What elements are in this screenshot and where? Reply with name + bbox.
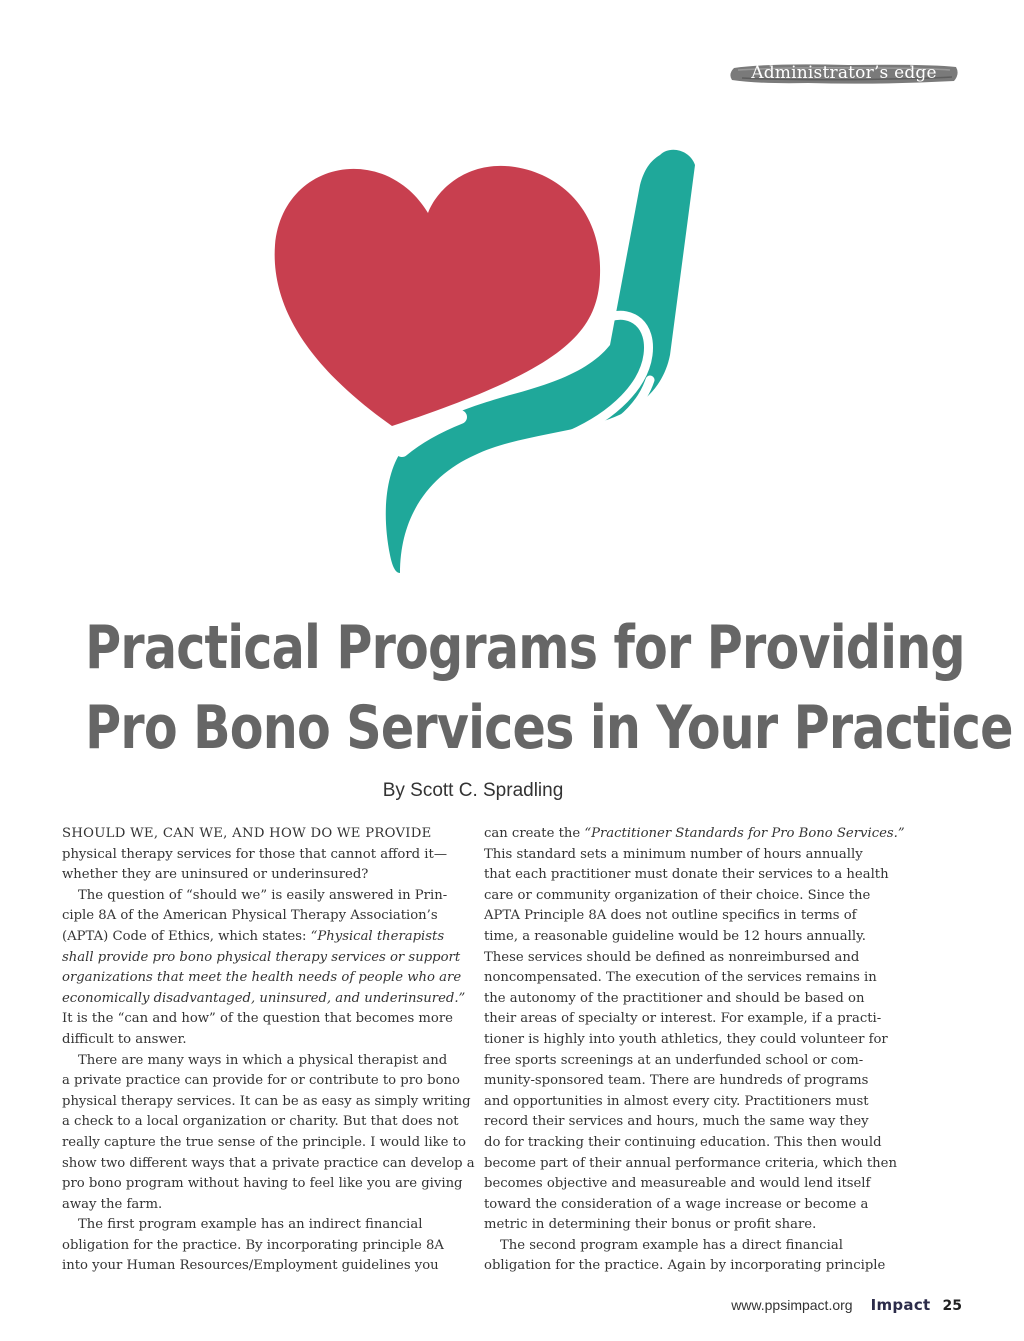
quoted-principle: organizations that meet the health needs of people who are — [62, 970, 462, 986]
text-line: munity-sponsored team. There are hundreds of programs — [484, 1073, 869, 1089]
magazine-brand: Impact — [870, 1296, 931, 1314]
footer-url[interactable]: www.ppsimpact.org — [731, 1297, 853, 1313]
text-line: tioner is highly into youth athletics, they could volunteer for — [484, 1031, 888, 1047]
page-footer — [731, 1296, 962, 1314]
text-line: that each practitioner must donate their services to a health — [484, 867, 889, 883]
text-line — [62, 927, 464, 948]
text-line: record their services and hours, much the same way they — [484, 1114, 869, 1130]
text-line: It is the “can and how” of the question that becomes more — [62, 1011, 453, 1027]
quoted-principle: economically disadvantaged, uninsured, and underinsured.” — [62, 990, 466, 1006]
text-line: metric in determining their bonus or profit share. — [484, 1217, 817, 1233]
text-segment: (APTA) Code of Ethics, which states: — [62, 928, 311, 944]
text-segment: can create the — [484, 826, 585, 841]
text-line: care or community organization of their choice. Since the — [484, 887, 871, 903]
text-line: do for tracking their continuing education. This then would — [484, 1134, 882, 1150]
text-line: There are many ways in which a physical therapist and — [78, 1052, 448, 1068]
text-line: and opportunities in almost every city. Practitioners must — [484, 1093, 869, 1109]
text-line: a check to a local organization or charity. But that does not — [62, 1114, 459, 1130]
text-line: become part of their annual performance criteria, which then — [484, 1155, 897, 1171]
text-line: whether they are uninsured or underinsured? — [62, 867, 369, 883]
text-line: noncompensated. The execution of the services remains in — [484, 970, 877, 986]
text-line: physical therapy services for those that cannot afford it— — [62, 846, 448, 862]
text-line — [62, 948, 464, 969]
text-line: their areas of specialty or interest. For example, if a practi- — [484, 1011, 882, 1027]
section-tag — [728, 60, 960, 88]
article-title-line-2: Pro Bono Services in Your Practice — [85, 693, 1013, 763]
text-line: This standard sets a minimum number of hours annually — [484, 846, 863, 862]
text-line: pro bono program without having to feel like you are giving — [62, 1176, 463, 1192]
text-line: show two different ways that a private practice can develop a — [62, 1155, 475, 1171]
text-line: The question of “should we” is easily answered in Prin- — [78, 887, 448, 903]
body-column-left — [62, 824, 475, 1277]
body-column-right — [484, 824, 905, 1277]
text-line: difficult to answer. — [62, 1031, 187, 1047]
text-line: physical therapy services. It can be as easy as simply writing — [62, 1093, 471, 1109]
text-line: into your Human Resources/Employment guidelines you — [62, 1258, 439, 1274]
text-line: away the farm. — [62, 1196, 163, 1212]
text-line: becomes objective and measureable and would lend itself — [484, 1176, 871, 1192]
section-tag-label: Administrator’s edge — [751, 63, 937, 83]
text-line: obligation for the practice. Again by incorporating principle — [484, 1258, 886, 1274]
text-line: The second program example has a direct financial — [500, 1237, 843, 1253]
text-line — [62, 989, 464, 1010]
page-number: 25 — [942, 1298, 962, 1314]
text-line: time, a reasonable guideline would be 12 hours annually. — [484, 928, 866, 944]
hero-illustration — [170, 95, 830, 585]
standard-name: “Practitioner Standards for Pro Bono Services.” — [584, 826, 905, 841]
article-title — [85, 608, 1013, 768]
article-title-line-1: Practical Programs for Providing — [85, 613, 965, 683]
text-line: a private practice can provide for or contribute to pro bono — [62, 1073, 460, 1089]
text-line: really capture the true sense of the principle. I would like to — [62, 1134, 466, 1150]
text-line: free sports screenings at an underfunded school or com- — [484, 1052, 864, 1068]
text-line: the autonomy of the practitioner and should be based on — [484, 990, 865, 1006]
text-line — [62, 968, 464, 989]
text-line: toward the consideration of a wage increase or become a — [484, 1196, 869, 1212]
quoted-principle: “Physical therapists — [310, 928, 445, 944]
text-line: ciple 8A of the American Physical Therapy Association’s — [62, 908, 438, 924]
text-line: These services should be defined as nonreimbursed and — [484, 949, 860, 965]
text-line: The first program example has an indirect financial — [78, 1217, 423, 1233]
text-line: APTA Principle 8A does not outline specifics in terms of — [484, 908, 857, 924]
text-line: SHOULD WE, CAN WE, AND HOW DO WE PROVIDE — [62, 826, 432, 841]
article-byline: By Scott C. Spradling — [382, 780, 564, 801]
text-line — [484, 824, 905, 845]
quoted-principle: shall provide pro bono physical therapy services or support — [62, 949, 461, 965]
text-line: obligation for the practice. By incorporating principle 8A — [62, 1237, 444, 1253]
